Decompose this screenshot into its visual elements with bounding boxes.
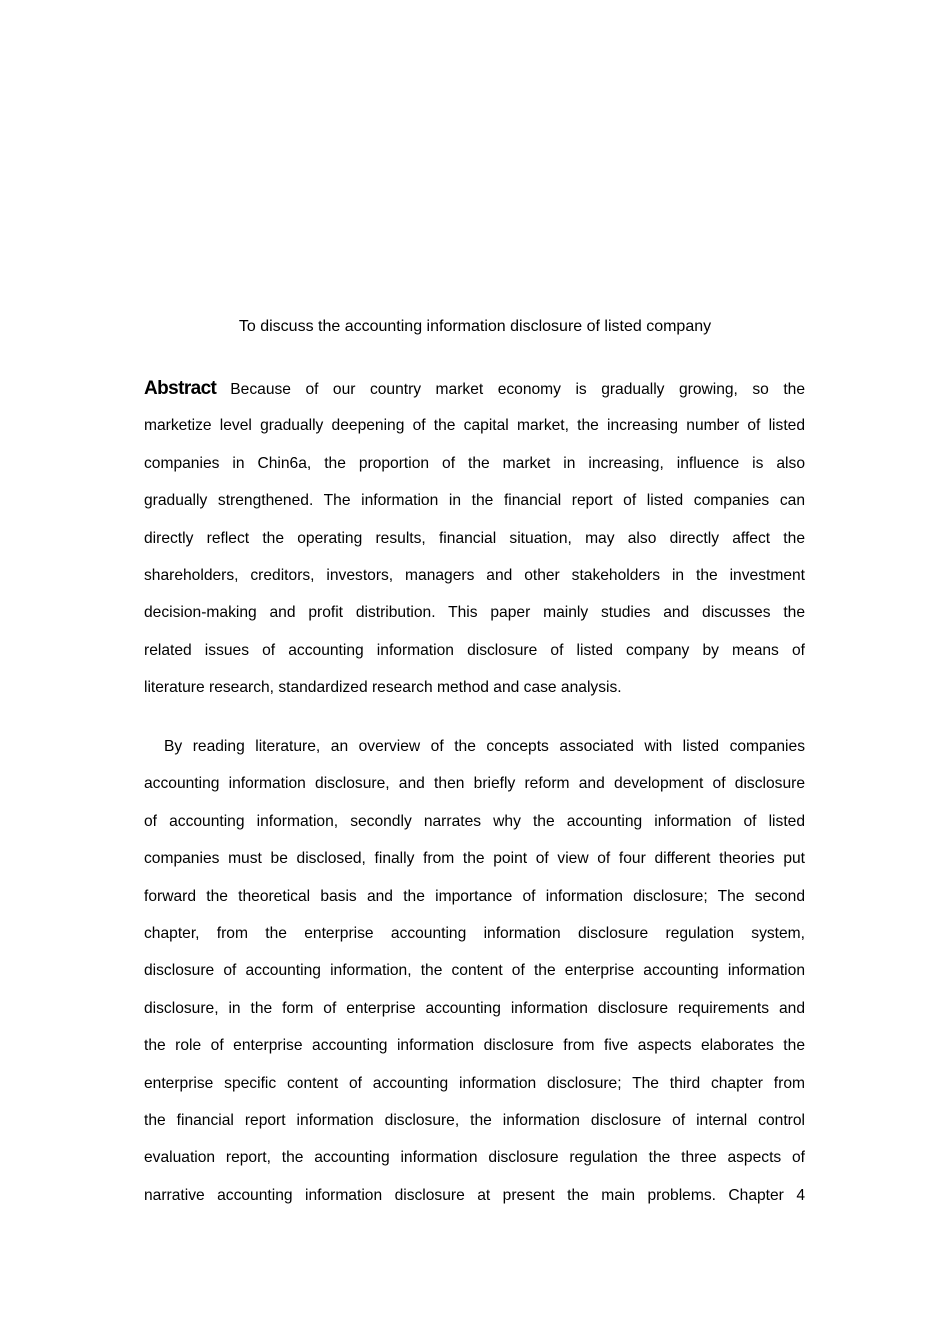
- body-line: companies must be disclosed, finally from the point of view of four different theories put: [144, 850, 805, 868]
- abstract-text: Because of our country market economy is gradually growing, so the: [230, 381, 805, 398]
- abstract-label: Abstract: [144, 378, 217, 399]
- body-line: of accounting information, secondly narrates why the accounting information of listed: [144, 812, 805, 830]
- abstract-line: related issues of accounting information disclosure of listed company by means of: [144, 641, 805, 659]
- body-line: the role of enterprise accounting information disclosure from five aspects elaborates the: [144, 1037, 805, 1055]
- abstract-line: [144, 370, 805, 407]
- body-line: disclosure of accounting information, the content of the enterprise accounting information: [144, 962, 805, 980]
- body-line: evaluation report, the accounting information disclosure regulation the three aspects of: [144, 1149, 805, 1167]
- abstract-line: directly reflect the operating results, financial situation, may also directly affect the: [144, 529, 805, 547]
- body-line: enterprise specific content of accounting information disclosure; The third chapter from: [144, 1074, 805, 1092]
- abstract-line: marketize level gradually deepening of the capital market, the increasing number of listed: [144, 417, 805, 435]
- abstract-line: decision-making and profit distribution. This paper mainly studies and discusses the: [144, 604, 805, 622]
- abstract-line: literature research, standardized research method and case analysis.: [144, 679, 622, 697]
- body-line: By reading literature, an overview of the concepts associated with listed companies: [164, 738, 805, 755]
- body-line: chapter, from the enterprise accounting information disclosure regulation system,: [144, 924, 805, 942]
- body-line: forward the theoretical basis and the importance of information disclosure; The second: [144, 887, 805, 905]
- body-line: accounting information disclosure, and then briefly reform and development of disclosure: [144, 775, 805, 793]
- abstract-line: shareholders, creditors, investors, managers and other stakeholders in the investment: [144, 566, 805, 584]
- body-line: disclosure, in the form of enterprise accounting information disclosure requirements and: [144, 999, 805, 1017]
- abstract-paragraph: [144, 370, 805, 707]
- abstract-line: gradually strengthened. The information in the financial report of listed companies can: [144, 492, 805, 510]
- body-line: the financial report information disclosure, the information disclosure of internal control: [144, 1111, 805, 1129]
- body-paragraph: [144, 728, 805, 1214]
- body-line: narrative accounting information disclosure at present the main problems. Chapter 4: [144, 1186, 805, 1204]
- document-title: To discuss the accounting information disclosure of listed company: [238, 318, 712, 335]
- abstract-line: companies in Chin6a, the proportion of the market in increasing, influence is also: [144, 454, 805, 472]
